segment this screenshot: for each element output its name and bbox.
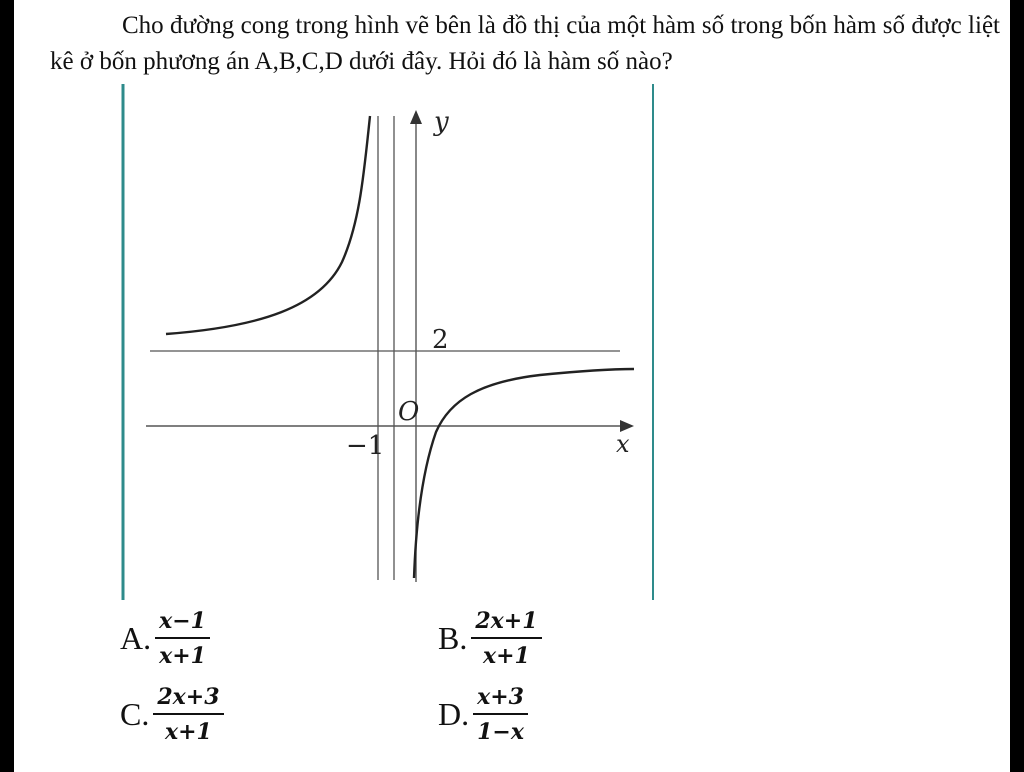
option-b-numerator: 2x+1 xyxy=(475,608,538,634)
option-d-letter: D. xyxy=(438,696,470,732)
option-a-numerator: x−1 xyxy=(159,608,206,634)
curve-right-branch xyxy=(414,369,634,578)
origin-label: O xyxy=(398,397,420,427)
curve-left-branch xyxy=(166,116,370,334)
option-a-letter: A. xyxy=(120,620,152,656)
option-c-numerator: 2x+3 xyxy=(157,684,220,710)
option-d-numerator: x+3 xyxy=(477,684,524,710)
function-graph xyxy=(120,82,680,602)
option-c-denominator: x+1 xyxy=(165,719,212,745)
option-b-letter: B. xyxy=(438,620,468,656)
y-axis-label: y xyxy=(434,107,449,137)
x-axis-label: x xyxy=(616,430,630,458)
option-a[interactable] xyxy=(120,608,210,669)
option-b-denominator: x+1 xyxy=(483,643,530,669)
option-c-letter: C. xyxy=(120,696,150,732)
y-axis-arrow xyxy=(410,110,422,124)
question-sheet xyxy=(14,0,1010,772)
option-b-fraction xyxy=(471,608,541,669)
option-d-fraction xyxy=(473,684,528,745)
question-text: Cho đường cong trong hình vẽ bên là đồ thị của một hàm số trong bốn hàm số được liệt kê ở bốn phương án A,B,C,D dưới đây. Hỏi đó là hàm số nào? xyxy=(50,12,1000,75)
option-a-fraction xyxy=(155,608,210,669)
asymptote-y-label: 2 xyxy=(432,325,449,355)
option-d[interactable] xyxy=(438,684,528,745)
option-d-denominator: 1−x xyxy=(477,719,524,745)
option-a-denominator: x+1 xyxy=(159,643,206,669)
option-c-fraction xyxy=(153,684,223,745)
asymptote-x-label: −1 xyxy=(346,431,385,461)
option-b[interactable] xyxy=(438,608,542,669)
option-c[interactable] xyxy=(120,684,224,745)
